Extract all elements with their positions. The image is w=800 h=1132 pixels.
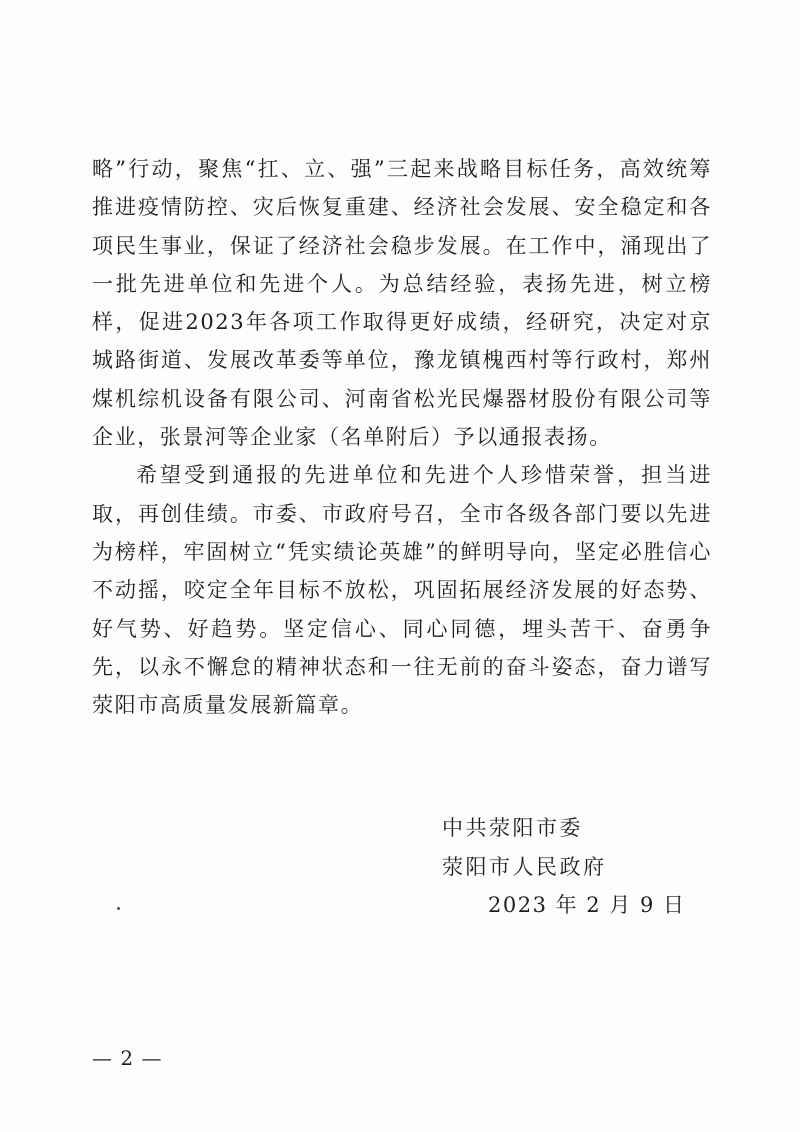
signature-date: 2023 年 2 月 9 日 xyxy=(488,893,686,917)
scan-speck xyxy=(117,907,120,910)
page-number: — 2 — xyxy=(92,1046,163,1070)
paragraph-appeal: 希望受到通报的先进单位和先进个人珍惜荣誉，担当进取，再创佳绩。市委、市政府号召，全市各级各部门要以先进为榜样，牢固树立“凭实绩论英雄”的鲜明导向，坚定必胜信心不动摇，咬定全年目标不放松，巩固拓展经济发展的好态势、好气势、好趋势。坚定信心、同心同德，埋头苦干、奋勇争先，以永不懈怠的精神状态和一往无前的奋斗姿态，奋力谱写荥阳市高质量发展新篇章。 xyxy=(92,463,712,718)
signature-government: 荥阳市人民政府 xyxy=(442,855,607,879)
paragraph-continuation: 略”行动，聚焦“扛、立、强”三起来战略目标任务，高效统筹推进疫情防控、灾后恢复重建、经济社会发展、安全稳定和各项民生事业，保证了经济社会稳步发展。在工作中，涌现出了一批先进单位和先进个人。为总结经验，表扬先进，树立榜样，促进2023年各项工作取得更好成绩，经研究，决定对京城路街道、发展改革委等单位，豫龙镇槐西村等行政村，郑州煤机综机设备有限公司、河南省松光民爆器材股份有限公司等企业，张景河等企业家（名单附后）予以通报表扬。 xyxy=(92,157,712,450)
signature-party-committee: 中共荥阳市委 xyxy=(442,816,583,840)
